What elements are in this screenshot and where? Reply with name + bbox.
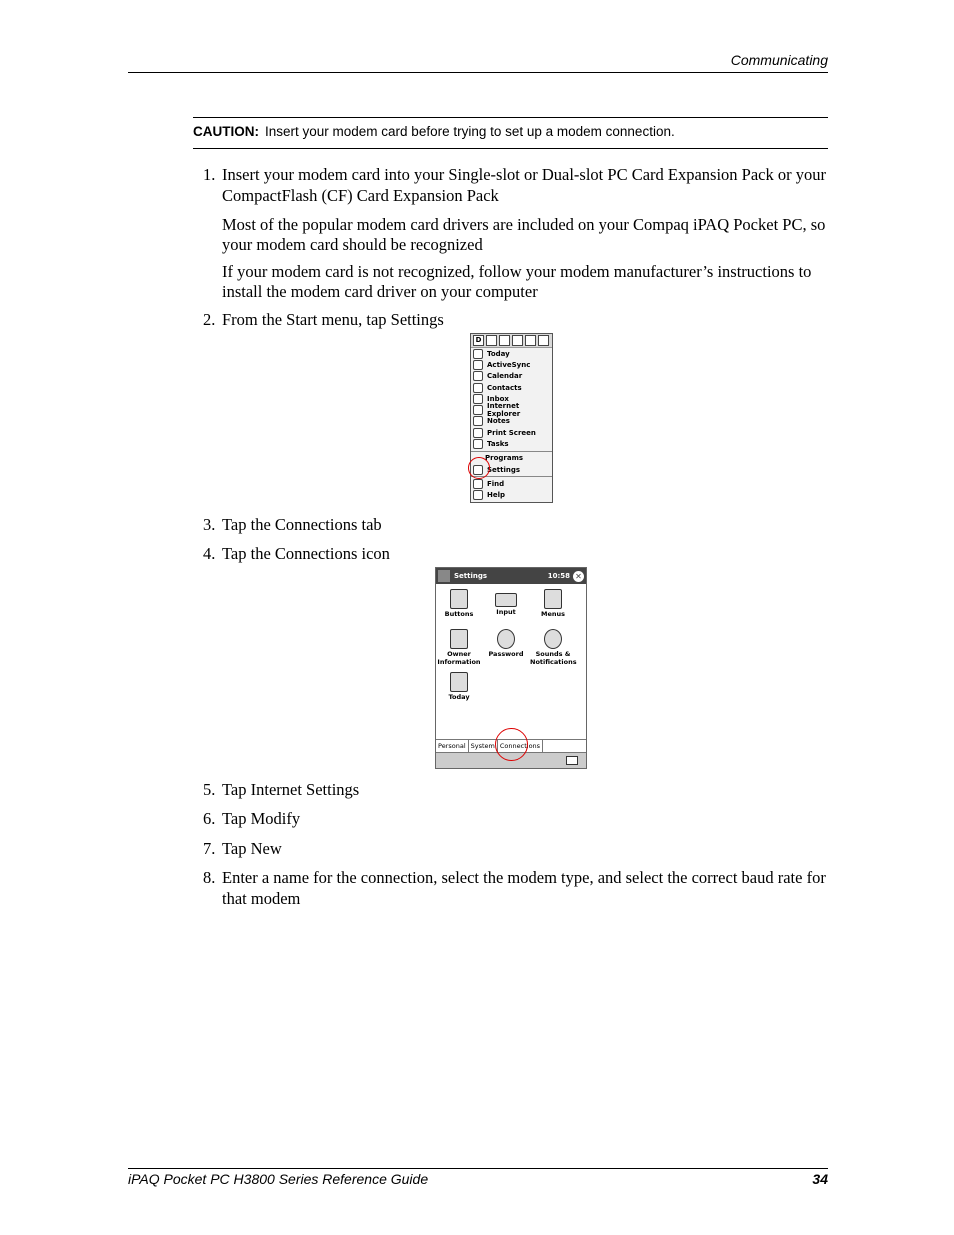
clock: 10:58 [547,572,570,580]
step-2: 2. From the Start menu, tap Settings [203,310,444,329]
settings-title: Settings [454,572,488,580]
page-footer [128,1168,828,1187]
start-menu-item[interactable]: ActiveSync [471,359,552,370]
inbox-icon [525,335,536,346]
step-3: 3. Tap the Connections tab [203,515,382,534]
close-icon[interactable]: ✕ [573,571,584,582]
step-4: 4. Tap the Connections icon [203,544,390,563]
start-menu-item[interactable]: Inbox [471,393,552,404]
start-menu-item[interactable]: Internet Explorer [471,404,552,415]
today-icon [473,349,483,359]
start-menu-item[interactable]: Print Screen [471,427,552,438]
sync-icon [486,335,497,346]
step-8: 8. Enter a name for the connection, select the modem type, and select the correct baud rate for that modem [203,868,826,908]
menus-settings-icon[interactable]: Menus [530,589,576,619]
owner-information-icon[interactable]: Owner Information [436,629,482,666]
highlight-circle [468,457,490,479]
start-menu-item[interactable]: Contacts [471,382,552,393]
start-menu-item[interactable]: Tasks [471,438,552,449]
today-settings-icon[interactable]: Today [436,672,482,702]
calendar-icon [512,335,523,346]
find-icon [473,479,483,489]
tab-personal[interactable]: Personal [436,740,469,752]
step-1-text: Insert your modem card into your Single-slot or Dual-slot PC Card Expansion Pack or your CompactFlash (CF) Card Expansion Pack [222,165,826,205]
password-icon[interactable]: Password [483,629,529,659]
notes-icon [499,335,510,346]
caution-label: CAUTION: [193,124,259,139]
caution-box [193,117,828,149]
step-1: 1. Insert your modem card into your Single-slot or Dual-slot PC Card Expansion Pack or your CompactFlash (CF) Card Expansion Pack [203,164,833,206]
start-menu-item[interactable]: Find [471,478,552,489]
page-number: 34 [812,1171,828,1187]
settings-title-bar [436,568,586,584]
start-menu-toolbar [471,334,552,348]
caution-text: Insert your modem card before trying to set up a modem connection. [265,124,675,139]
calendar-icon [473,371,483,381]
divider [471,451,552,452]
step-5: 5. Tap Internet Settings [203,780,360,799]
step-1-note-1: Most of the popular modem card drivers are included on your Compaq iPAQ Pocket PC, so your modem card should be recognized [222,215,826,254]
section-title: Communicating [730,52,828,68]
notes-icon [473,416,483,426]
start-menu-item[interactable]: Programs [485,454,524,463]
help-icon [473,490,483,500]
tab-connections[interactable]: Connections [498,740,543,752]
tab-system[interactable]: System [469,740,498,752]
activesync-icon [473,360,483,370]
contacts-icon [473,383,483,393]
step-6: 6. Tap Modify [203,809,301,828]
step-1-note-2: If your modem card is not recognized, follow your modem manufacturer’s instructions to install the modem card driver on your computer [222,262,812,301]
highlight-circle [495,728,528,761]
inbox-icon [473,394,483,404]
buttons-settings-icon[interactable]: Buttons [436,589,482,619]
internet-explorer-icon [473,405,483,415]
explorer-icon [538,335,549,346]
print-screen-icon [473,428,483,438]
start-menu-item[interactable]: Calendar [471,371,552,382]
start-menu-item[interactable]: Help [471,490,552,501]
step-7: 7. Tap New [203,839,282,858]
tasks-icon [473,439,483,449]
input-settings-icon[interactable]: Input [483,589,529,617]
keyboard-icon[interactable] [566,756,578,765]
page-header [128,52,828,73]
sounds-notifications-icon[interactable]: Sounds & Notifications [530,629,576,666]
start-icon: D [473,335,484,346]
windows-flag-icon [438,570,450,582]
guide-title: iPAQ Pocket PC H3800 Series Reference Guide [128,1171,429,1187]
start-menu-item-settings[interactable]: Settings [471,464,552,475]
start-menu-item[interactable]: Notes [471,416,552,427]
start-menu-item[interactable]: Today [471,348,552,359]
